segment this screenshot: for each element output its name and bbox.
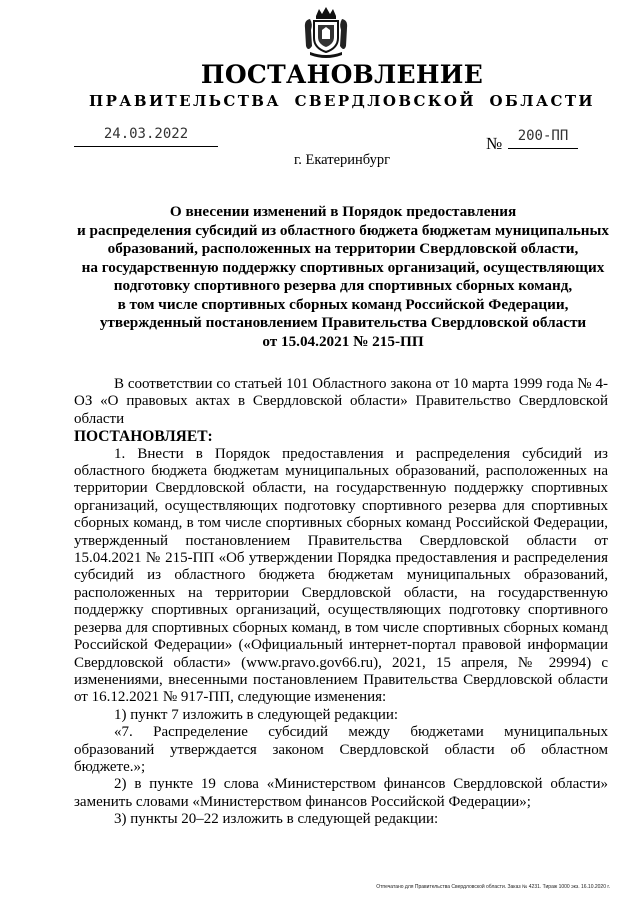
heading-line: на государственную поддержку спортивных организаций, осуществляющих xyxy=(81,258,605,276)
decree-word: ПОСТАНОВЛЯЕТ: xyxy=(74,428,213,446)
heading-line: образований, расположенных на территории Свердловской области, xyxy=(107,240,579,257)
subitem-1-quote: «7. Распределение субсидий между бюджетами муниципальных образований утверждается законом Свердловской области об областном бюджете.»; xyxy=(74,724,608,775)
document-heading xyxy=(60,203,626,351)
date-underline xyxy=(74,146,218,147)
subitem-2-paragraph: 2) в пункте 19 слова «Министерством финансов Свердловской области» заменить словами «Министерством финансов Российской Федерации»; xyxy=(74,776,608,810)
number-underline xyxy=(508,148,578,149)
coat-of-arms-icon xyxy=(302,6,350,60)
document-date: 24.03.2022 xyxy=(103,126,189,142)
subitem-1-paragraph: 1) пункт 7 изложить в следующей редакции: xyxy=(114,706,399,723)
print-footnote: Отпечатано для Правительства Свердловской области. Заказ № 4231. Тираж 1000 экз. 16.10.2020 г. xyxy=(376,884,610,890)
heading-line: и распределения субсидий из областного бюджета бюджетам муниципальных xyxy=(76,221,610,239)
document-title: ПОСТАНОВЛЕНИЕ xyxy=(200,60,484,89)
subitem-3-paragraph: 3) пункты 20–22 изложить в следующей редакции: xyxy=(114,811,439,828)
preamble-paragraph: В соответствии со статьей 101 Областного закона от 10 марта 1999 года № 4-ОЗ «О правовых актах в Свердловской области» Правительство Свердловской области xyxy=(74,376,608,427)
heading-line: от 15.04.2021 № 215-ПП xyxy=(262,332,424,350)
number-sign: № xyxy=(486,134,503,153)
item-1-paragraph: 1. Внести в Порядок предоставления и распределения субсидий из областного бюджета бюджетам муниципальных образований, расположенных на территории Свердловской области, на государственную поддержку спортивных организаций, осуществляющих подготовку спортивного резерва для спортивных сборных команд, в том числе спортивных сборных команд Российской Федерации, утвержденный постановлением Правительства Свердловской области от 15.04.2021 № 215-ПП «Об утверждении Порядка предоставления и распределения субсидий из областного бюджета бюджетам муниципальных образований, расположенных на территории Свердловской области, на государственную поддержку спортивных организаций, осуществляющих подготовку спортивного резерва для спортивных сборных команд, в том числе спортивных сборных команд Российской Федерации» («Официальный интернет-портал правовой информации Свердловской области» (www.pravo.gov66.ru), 2021, 15 апреля, № 29994) с изменениями, внесенными постановлением Правительства Свердловской области от 16.12.2021 № 917-ПП, следующие изменения: xyxy=(74,445,608,706)
heading-line: утвержденный постановлением Правительства Свердловской области xyxy=(99,314,587,331)
heading-line: в том числе спортивных сборных команд Российской Федерации, xyxy=(117,295,569,313)
heading-line: подготовку спортивного резерва для спортивных сборных команд, xyxy=(113,277,573,294)
heading-line: О внесении изменений в Порядок предоставления xyxy=(169,203,517,220)
document-city: г. Екатеринбург xyxy=(293,152,391,168)
document-number: 200-ПП xyxy=(517,128,569,144)
document-body xyxy=(74,376,608,829)
document-subtitle: ПРАВИТЕЛЬСТВА СВЕРДЛОВСКОЙ ОБЛАСТИ xyxy=(89,92,595,110)
